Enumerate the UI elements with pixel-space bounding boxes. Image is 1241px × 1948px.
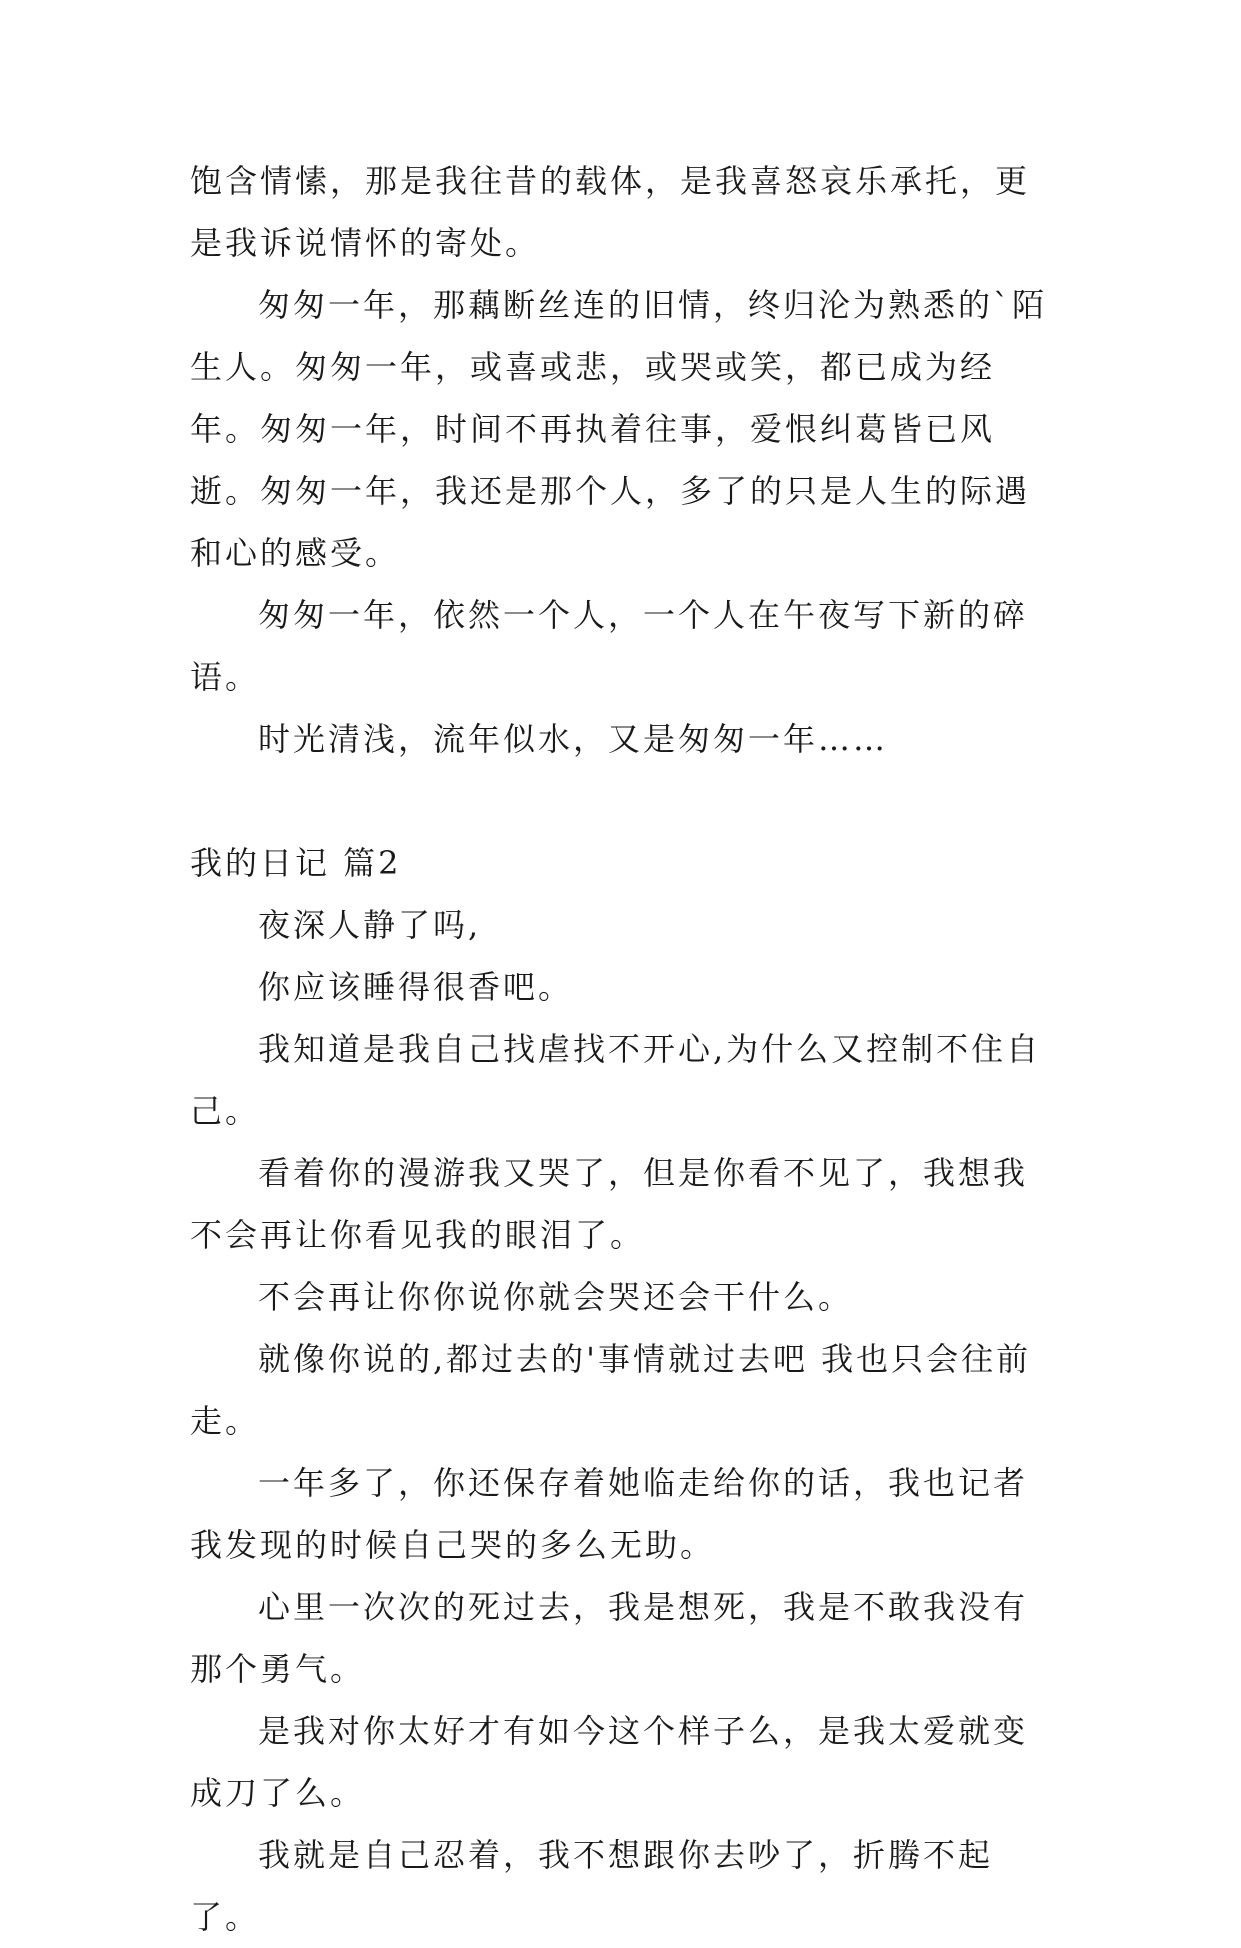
paragraph: 就像你说的,都过去的'事情就过去吧 我也只会往前走。 xyxy=(190,1340,1032,1440)
paragraph: 一年多了，你还保存着她临走给你的话，我也记者我发现的时候自己哭的多么无助。 xyxy=(190,1464,1029,1564)
paragraph: 你应该睡得很香吧。 xyxy=(258,968,574,1006)
document-body xyxy=(190,150,1060,1948)
paragraph: 看着你的漫游我又哭了，但是你看不见了，我想我不会再让你看见我的眼泪了。 xyxy=(190,1154,1029,1254)
paragraph: 匆匆一年，那藕断丝连的旧情，终归沦为熟悉的`陌生人。匆匆一年，或喜或悲，或哭或笑，都已成为经年。匆匆一年，时间不再执着往事，爱恨纠葛皆已风逝。匆匆一年，我还是那个人，多了的只是人生的际遇和心的感受。 xyxy=(190,286,1048,572)
paragraph: 不会再让你你说你就会哭还会干什么。 xyxy=(258,1278,854,1316)
paragraph: 心里一次次的死过去，我是想死，我是不敢我没有那个勇气。 xyxy=(190,1588,1029,1688)
paragraph: 夜深人静了吗, xyxy=(258,906,482,944)
paragraph: 我知道是我自己找虐找不开心,为什么又控制不住自己。 xyxy=(190,1030,1042,1130)
paragraph: 饱含情愫，那是我往昔的载体，是我喜怒哀乐承托，更是我诉说情怀的寄处。 xyxy=(190,162,1031,262)
paragraph: 是我对你太好才有如今这个样子么，是我太爱就变成刀了么。 xyxy=(190,1712,1029,1812)
paragraph: 我就是自己忍着，我不想跟你去吵了，折腾不起了。 xyxy=(190,1836,994,1936)
paragraph: 匆匆一年，依然一个人，一个人在午夜写下新的碎语。 xyxy=(190,596,1029,696)
section-title: 我的日记 篇2 xyxy=(190,844,402,882)
section-spacer xyxy=(190,770,1060,832)
paragraph: 时光清浅，流年似水，又是匆匆一年…… xyxy=(258,720,889,758)
